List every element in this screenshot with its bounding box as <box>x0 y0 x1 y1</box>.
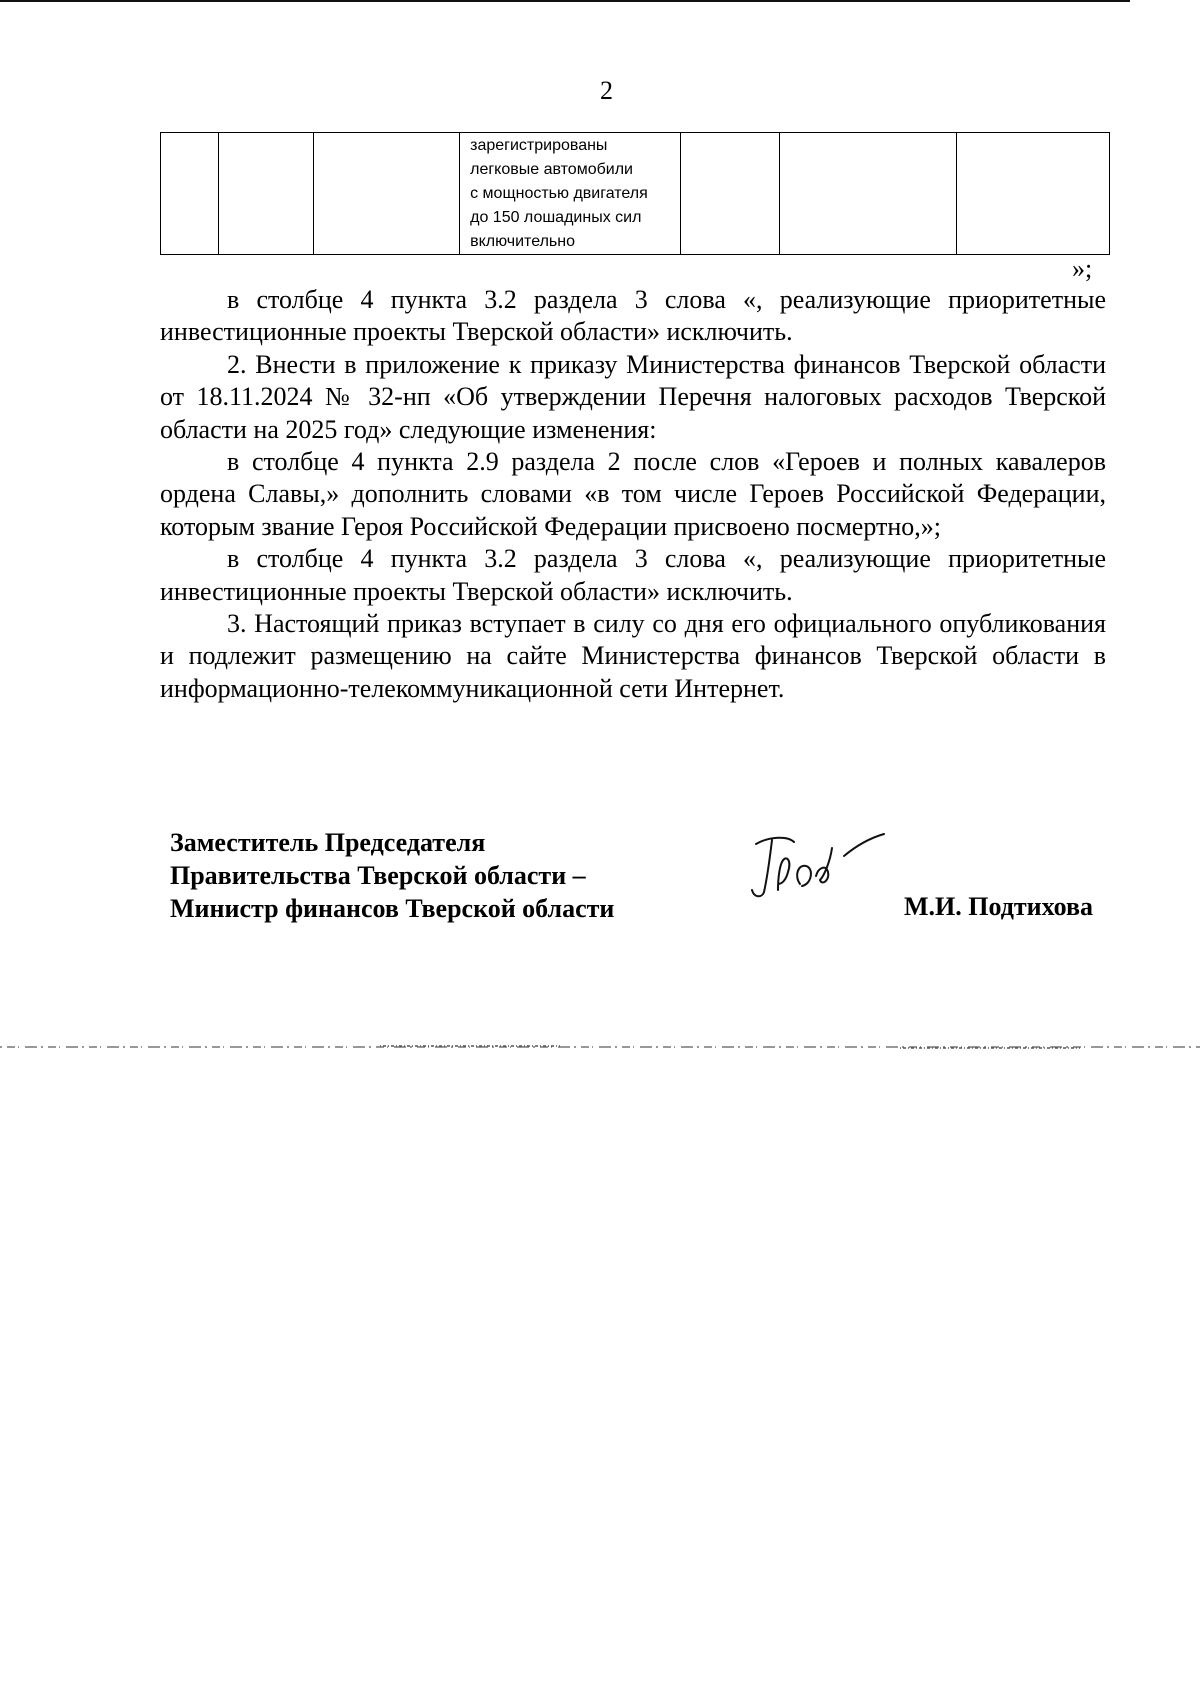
table-fragment <box>160 132 1110 255</box>
table-cell-line: с мощностью двигателя <box>470 185 648 202</box>
paragraph: 3. Настоящий приказ вступает в силу со дня его официального опубликования и подлежит размещению на сайте Министерства финансов Тверской области в информационно-телекоммуникационной сети Интернет. <box>160 609 1106 703</box>
table-cell <box>779 133 956 255</box>
page-number: 2 <box>600 76 613 105</box>
table-cell-line: до 150 лошадиных сил <box>470 209 642 226</box>
page-top-border <box>0 0 1130 2</box>
handwritten-signature <box>748 826 888 906</box>
position-line: Правительства Тверской области – <box>170 861 586 890</box>
table-cell <box>957 133 1110 255</box>
scan-artifact-line <box>0 1040 1200 1054</box>
paragraph: в столбце 4 пункта 3.2 раздела 3 слова «, реализующие приоритетные инвестиционные проекты Тверской области» исключить. <box>160 285 1106 347</box>
closing-quote: »; <box>1072 254 1093 283</box>
table-cell-line: зарегистрированы <box>470 137 608 154</box>
table-cell <box>161 133 219 255</box>
position-line: Министр финансов Тверской области <box>170 894 615 923</box>
table-cell <box>313 133 459 255</box>
table-row <box>161 133 1110 255</box>
paragraph: 2. Внести в приложение к приказу Министерства финансов Тверской области от 18.11.2024 № 32-нп «Об утверждении Перечня налоговых расходов Тверской области на 2025 год» следующие изменения: <box>160 349 1106 444</box>
table-cell-line: легковые автомобили <box>470 161 633 178</box>
signatory-position <box>170 826 614 925</box>
paragraph: в столбце 4 пункта 3.2 раздела 3 слова «, реализующие приоритетные инвестиционные проекты Тверской области» исключить. <box>160 544 1106 606</box>
table-cell-description <box>460 133 681 255</box>
table-cell <box>218 133 313 255</box>
position-line: Заместитель Председателя <box>170 828 486 857</box>
signer-name: М.И. Подтихова <box>904 892 1094 921</box>
table-cell <box>680 133 779 255</box>
body-text <box>160 284 1106 705</box>
table-cell-line: включительно <box>470 233 575 250</box>
paragraph: в столбце 4 пункта 2.9 раздела 2 после слов «Героев и полных кавалеров ордена Славы,» дополнить словами «в том числе Героев Российской Федерации, которым звание Героя Российской Федерации присвоено посмертно,»; <box>160 447 1106 541</box>
